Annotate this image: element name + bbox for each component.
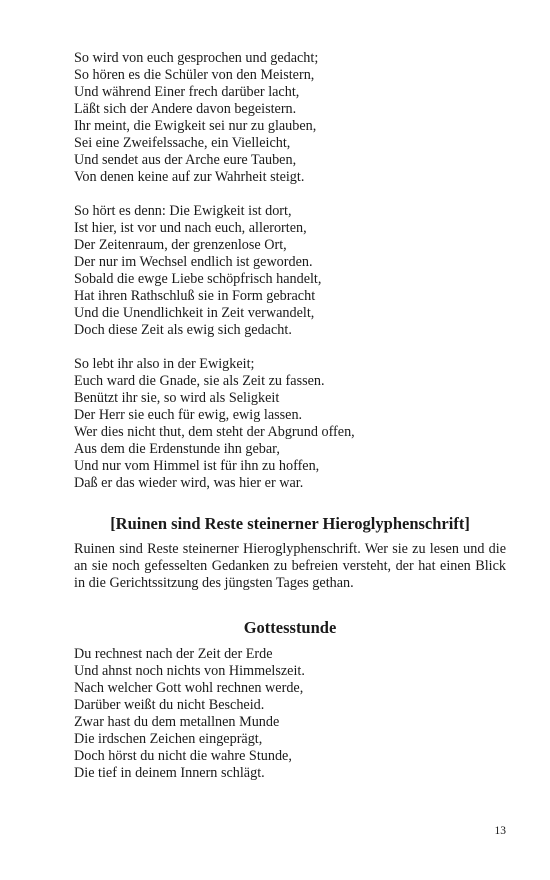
stanza-gap bbox=[74, 186, 506, 203]
poem-line: Und sendet aus der Arche eure Tauben, bbox=[74, 152, 297, 168]
poem-stanza-1 bbox=[74, 50, 506, 186]
poem-line: Aus dem die Erdenstunde ihn gebar, bbox=[74, 441, 280, 457]
poem-line: Ihr meint, die Ewigkeit sei nur zu glauben, bbox=[74, 118, 317, 134]
poem-line: Und ahnst noch nichts von Himmelszeit. bbox=[74, 663, 305, 679]
poem-line: So hören es die Schüler von den Meistern, bbox=[74, 67, 315, 83]
poem-line: Und nur vom Himmel ist für ihn zu hoffen, bbox=[74, 458, 320, 474]
poem-line: Zwar hast du dem metallnen Munde bbox=[74, 714, 280, 730]
poem-line: Wer dies nicht thut, dem steht der Abgrund offen, bbox=[74, 424, 355, 440]
poem-stanza-2 bbox=[74, 203, 506, 339]
poem-line: Von denen keine auf zur Wahrheit steigt. bbox=[74, 169, 305, 185]
section-gap bbox=[74, 592, 506, 618]
poem-line: So hört es denn: Die Ewigkeit ist dort, bbox=[74, 203, 292, 219]
heading-gap bbox=[74, 638, 506, 646]
page-number: 13 bbox=[494, 825, 506, 837]
poem-line: Nach welcher Gott wohl rechnen werde, bbox=[74, 680, 304, 696]
poem-gottesstunde bbox=[74, 646, 506, 782]
stanza-gap bbox=[74, 339, 506, 356]
poem-line: Die irdschen Zeichen eingeprägt, bbox=[74, 731, 263, 747]
poem-line: Benützt ihr sie, so wird als Seligkeit bbox=[74, 390, 280, 406]
poem-line: Euch ward die Gnade, sie als Zeit zu fassen. bbox=[74, 373, 325, 389]
poem-line: Doch diese Zeit als ewig sich gedacht. bbox=[74, 322, 292, 338]
poem-line: So wird von euch gesprochen und gedacht; bbox=[74, 50, 319, 66]
poem-stanza-3 bbox=[74, 356, 506, 492]
poem-line: So lebt ihr also in der Ewigkeit; bbox=[74, 356, 255, 372]
poem-line: Sei eine Zweifelssache, ein Vielleicht, bbox=[74, 135, 291, 151]
prose-paragraph: Ruinen sind Reste steinerner Hieroglyphenschrift. Wer sie zu lesen und die an sie noch gefesselten Gedanken zu befreien versteht, der hat einen Blick in die Gerichtssitzung des jüngsten Tages gethan. bbox=[74, 541, 506, 591]
poem-line: Der Zeitenraum, der grenzenlose Ort, bbox=[74, 237, 287, 253]
poem-line: Und während Einer frech darüber lacht, bbox=[74, 84, 300, 100]
section-heading-ruinen: [Ruinen sind Reste steinerner Hieroglyphenschrift] bbox=[110, 514, 470, 533]
poem-line: Die tief in deinem Innern schlägt. bbox=[74, 765, 265, 781]
poem-line: Doch hörst du nicht die wahre Stunde, bbox=[74, 748, 292, 764]
section-heading-gottesstunde: Gottesstunde bbox=[243, 618, 337, 637]
poem-line: Und die Unendlichkeit in Zeit verwandelt, bbox=[74, 305, 315, 321]
heading-gap bbox=[74, 534, 506, 541]
poem-line: Hat ihren Rathschluß sie in Form gebracht bbox=[74, 288, 316, 304]
poem-line: Darüber weißt du nicht Bescheid. bbox=[74, 697, 265, 713]
poem-line: Sobald die ewge Liebe schöpfrisch handelt, bbox=[74, 271, 322, 287]
poem-line: Ist hier, ist vor und nach euch, allerorten, bbox=[74, 220, 307, 236]
page-content bbox=[74, 50, 506, 782]
poem-line: Der Herr sie euch für ewig, ewig lassen. bbox=[74, 407, 303, 423]
poem-line: Der nur im Wechsel endlich ist geworden. bbox=[74, 254, 313, 270]
poem-line: Du rechnest nach der Zeit der Erde bbox=[74, 646, 273, 662]
poem-line: Läßt sich der Andere davon begeistern. bbox=[74, 101, 297, 117]
poem-line: Daß er das wieder wird, was hier er war. bbox=[74, 475, 304, 491]
section-gap bbox=[74, 492, 506, 514]
